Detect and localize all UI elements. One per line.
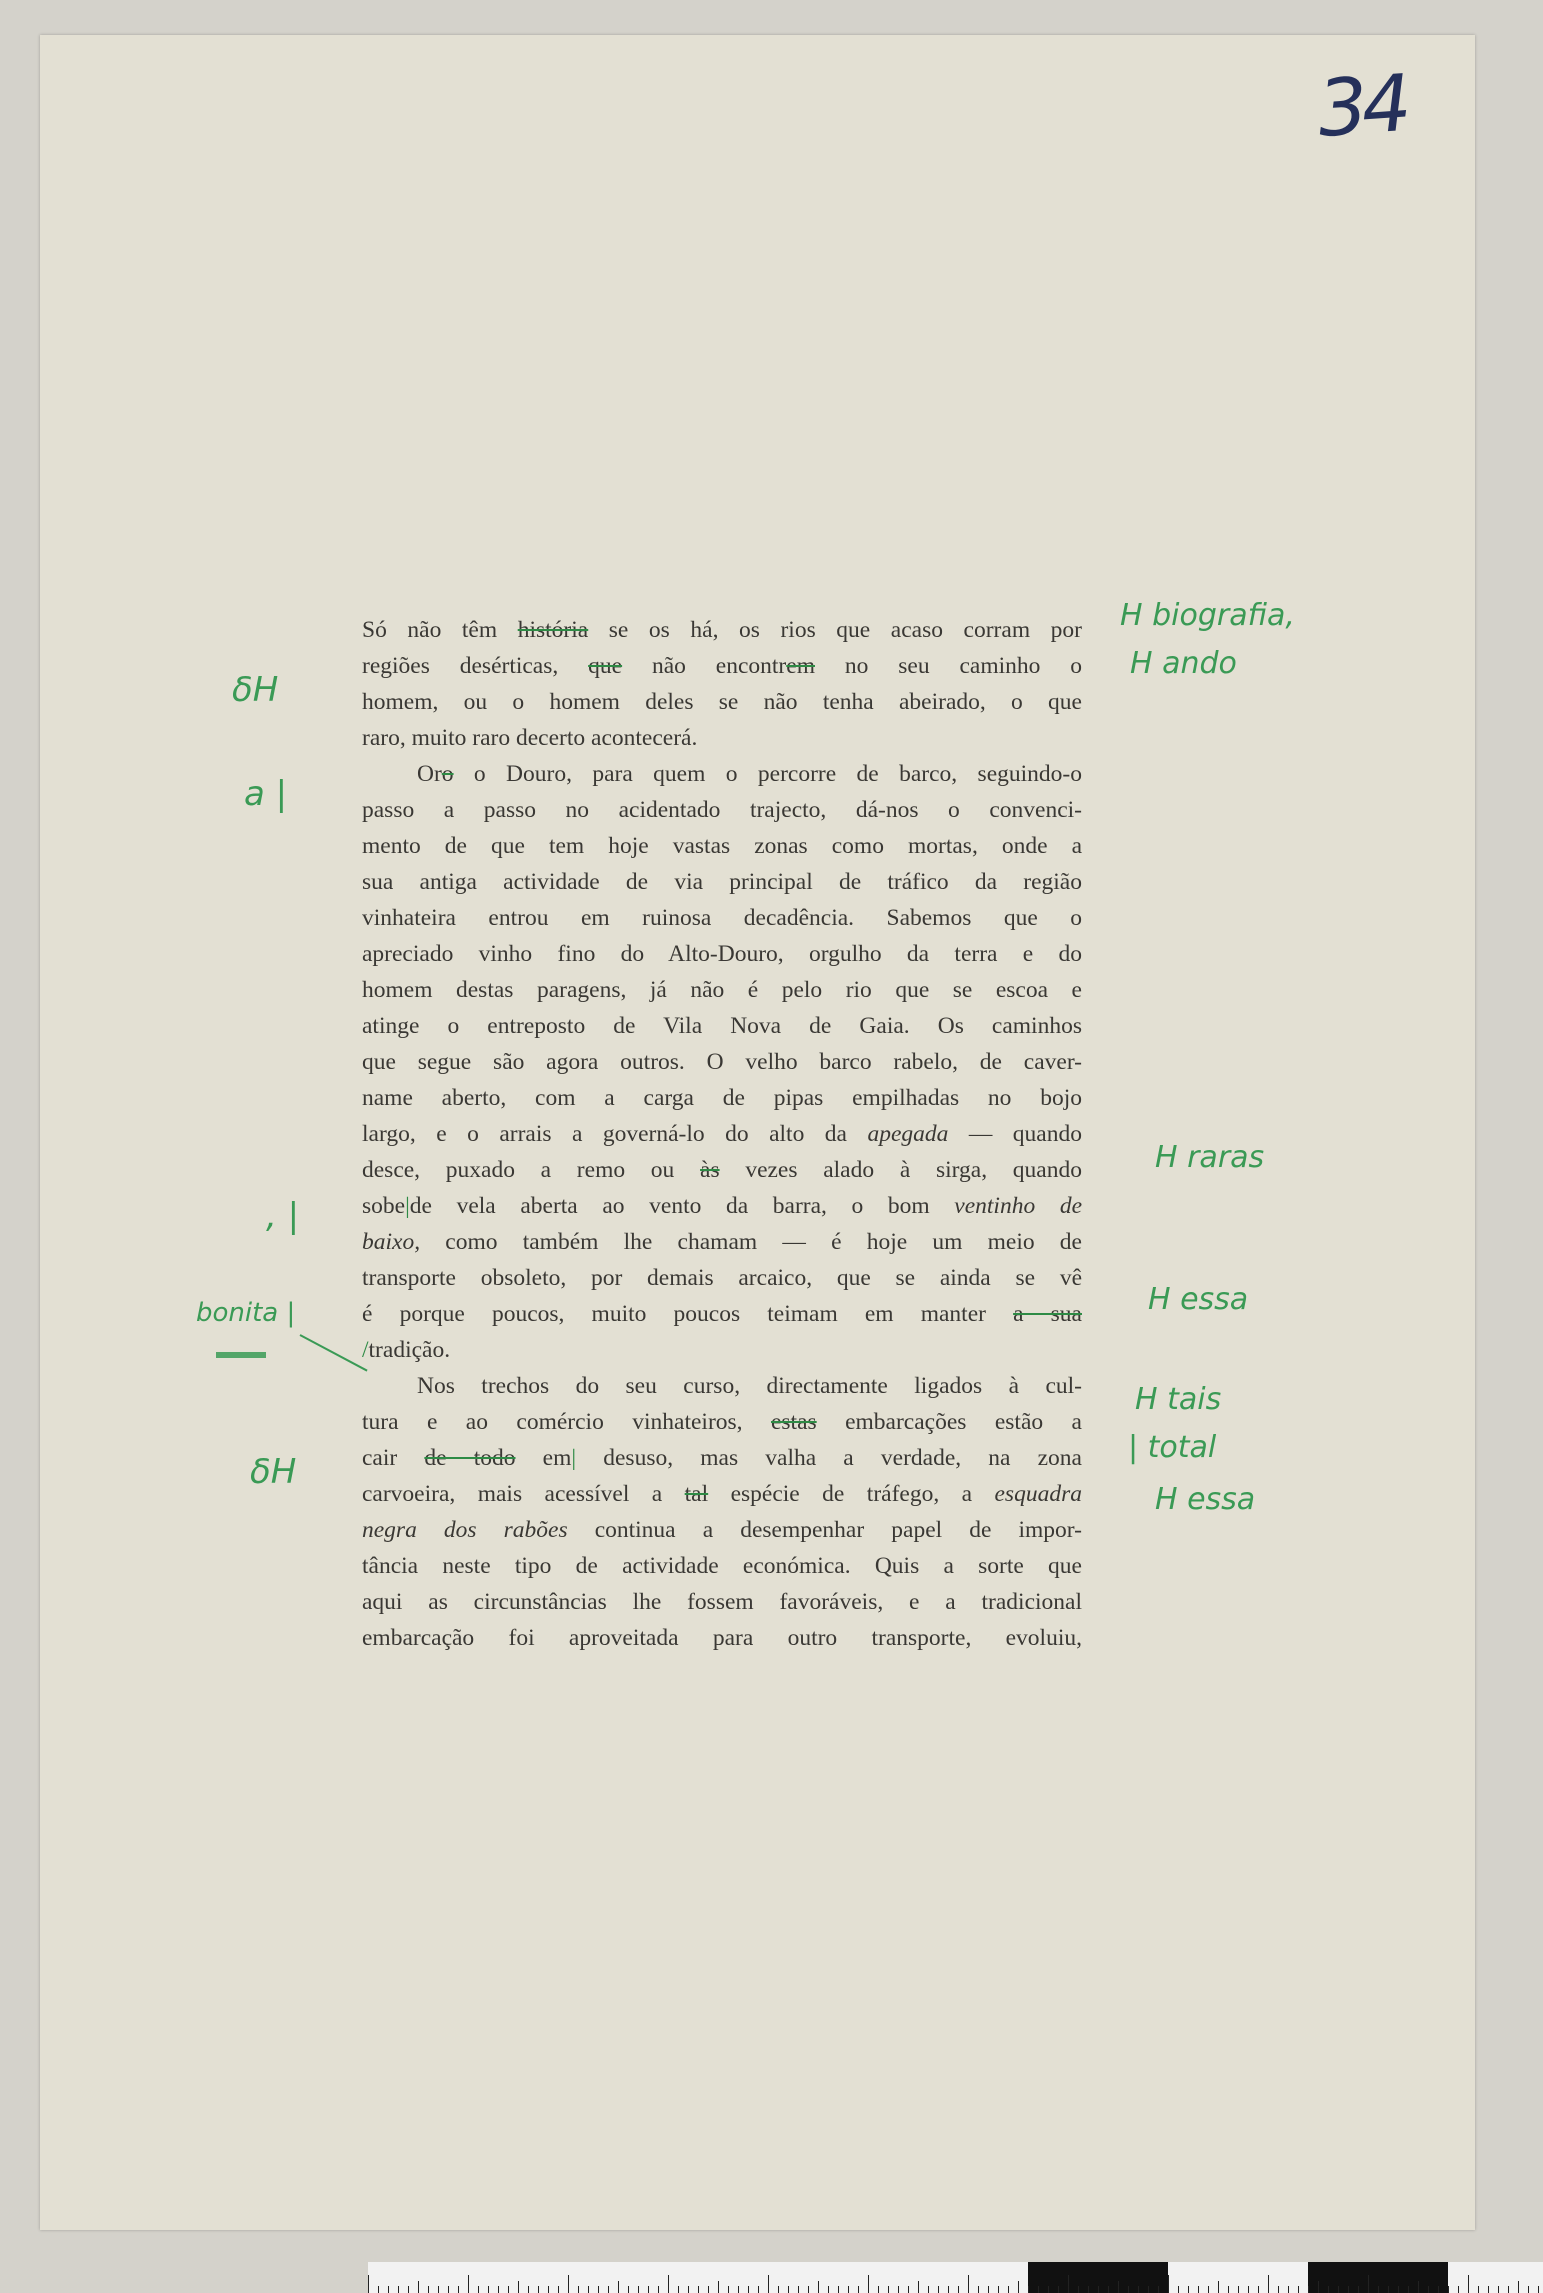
text-line: [362, 1332, 1082, 1368]
ruler-tick: [408, 2286, 409, 2293]
insertion-mark: |: [571, 1445, 577, 1471]
margin-note-essa-2: H essa: [1155, 1482, 1256, 1517]
ruler-tick: [1138, 2286, 1139, 2293]
ruler-tick: [418, 2281, 419, 2293]
ruler-tick: [1358, 2286, 1359, 2293]
ruler-tick: [588, 2286, 589, 2293]
ruler-tick: [1388, 2286, 1389, 2293]
text-line: tância neste tipo de actividade económica. Quis a sorte que: [362, 1553, 1082, 1579]
ruler-tick: [618, 2281, 619, 2293]
ruler-tick: [1018, 2281, 1019, 2293]
ruler-tick: [928, 2286, 929, 2293]
text-line: [362, 1224, 1082, 1260]
ruler-tick: [1368, 2275, 1369, 2293]
ruler-tick: [558, 2286, 559, 2293]
text-line: que segue são agora outros. O velho barco rabelo, de caver-: [362, 1049, 1082, 1075]
ruler-tick: [438, 2286, 439, 2293]
ruler-tick: [628, 2286, 629, 2293]
ruler-tick: [888, 2286, 889, 2293]
ruler-tick: [1178, 2286, 1179, 2293]
text-line: apreciado vinho fino do Alto-Douro, orgulho da terra e do: [362, 941, 1082, 967]
ruler-tick: [1148, 2286, 1149, 2293]
ruler-tick: [528, 2286, 529, 2293]
margin-note-total: | total: [1128, 1430, 1217, 1465]
margin-mark-delete: δH: [232, 670, 279, 710]
margin-note-biografia: H biografia,: [1120, 598, 1295, 633]
ruler-tick: [868, 2275, 869, 2293]
ruler-tick: [1058, 2286, 1059, 2293]
text-line: [362, 756, 1082, 792]
ruler-tick: [368, 2275, 369, 2293]
ruler-tick: [988, 2286, 989, 2293]
text-run: como também lhe chamam — é hoje um meio de: [420, 1229, 1082, 1255]
ruler-tick: [1128, 2286, 1129, 2293]
text-line: homem destas paragens, já não é pelo rio que se escoa e: [362, 977, 1082, 1003]
ruler-tick: [708, 2286, 709, 2293]
ruler-tick: [768, 2275, 769, 2293]
margin-note-bonita: bonita |: [196, 1298, 296, 1328]
text-run: o Douro, para quem o percorre de barco, seguindo-o: [453, 761, 1082, 787]
margin-note-ando: H ando: [1130, 646, 1237, 681]
ruler-tick: [378, 2286, 379, 2293]
text-line: [362, 1404, 1082, 1440]
ruler-tick: [1428, 2286, 1429, 2293]
margin-mark-a: a |: [244, 774, 288, 814]
ruler-tick: [1238, 2286, 1239, 2293]
ruler-tick: [1108, 2286, 1109, 2293]
ruler-tick: [448, 2286, 449, 2293]
text-line: transporte obsoleto, por demais arcaico, que se ainda se vê: [362, 1265, 1082, 1291]
ruler-tick: [578, 2286, 579, 2293]
text-line: [362, 1512, 1082, 1548]
text-line: vinhateira entrou em ruinosa decadência. Sabemos que o: [362, 905, 1082, 931]
ruler-tick: [728, 2286, 729, 2293]
ruler-tick: [788, 2286, 789, 2293]
text-run: embarcações estão a: [816, 1409, 1082, 1435]
text-run: é porque poucos, muito poucos teimam em manter: [362, 1301, 1014, 1327]
ruler-tick: [1038, 2286, 1039, 2293]
text-line: [362, 1116, 1082, 1152]
ruler-tick: [828, 2286, 829, 2293]
struck-word: o: [441, 761, 454, 787]
text-line: passo a passo no acidentado trajecto, dá-nos o convenci-: [362, 797, 1082, 823]
ruler-tick: [1438, 2286, 1439, 2293]
ruler-tick: [598, 2286, 599, 2293]
text-run: no seu caminho o: [814, 653, 1082, 679]
text-line: homem, ou o homem deles se não tenha abeirado, o que: [362, 689, 1082, 715]
text-run: em: [515, 1445, 572, 1471]
ruler-tick: [488, 2286, 489, 2293]
text-line: [362, 648, 1082, 684]
ruler-tick: [818, 2281, 819, 2293]
text-line: [362, 1476, 1082, 1512]
ruler-tick: [1208, 2286, 1209, 2293]
ruler-tick: [1068, 2275, 1069, 2293]
ruler-tick: [758, 2286, 759, 2293]
ruler-tick: [548, 2286, 549, 2293]
insertion-mark: |: [405, 1193, 410, 1219]
ruler-tick: [1338, 2286, 1339, 2293]
ruler-tick: [848, 2286, 849, 2293]
text-run: — quando: [948, 1121, 1082, 1147]
ruler-tick: [968, 2275, 969, 2293]
ruler-tick: [1078, 2286, 1079, 2293]
ruler-tick: [1088, 2286, 1089, 2293]
struck-word: que: [588, 653, 623, 679]
ruler-tick: [1458, 2286, 1459, 2293]
ruler-tick: [1348, 2286, 1349, 2293]
ruler-tick: [998, 2286, 999, 2293]
ruler-tick: [608, 2286, 609, 2293]
ruler-tick: [1198, 2286, 1199, 2293]
ruler-tick: [808, 2286, 809, 2293]
ruler-tick: [978, 2286, 979, 2293]
ruler-tick: [468, 2275, 469, 2293]
ruler-tick: [1258, 2286, 1259, 2293]
text-line: raro, muito raro decerto acontecerá.: [362, 725, 698, 751]
text-run: largo, e o arrais a governá-lo do alto da: [362, 1121, 868, 1147]
margin-note-essa: H essa: [1148, 1282, 1249, 1317]
ruler-tick: [1028, 2286, 1029, 2293]
ruler-tick: [738, 2286, 739, 2293]
struck-word: história: [517, 617, 589, 643]
italic-term: apegada: [867, 1121, 949, 1147]
text-run: desuso, mas valha a verdade, na zona: [576, 1445, 1082, 1471]
text-line: [362, 1188, 1082, 1224]
text-run: cair: [362, 1445, 425, 1471]
ruler-tick: [898, 2286, 899, 2293]
ruler-tick: [878, 2286, 879, 2293]
ruler-tick: [1488, 2286, 1489, 2293]
ruler-tick: [568, 2275, 569, 2293]
ruler-tick: [1528, 2286, 1529, 2293]
ruler-tick: [1188, 2286, 1189, 2293]
text-line: [362, 1296, 1082, 1332]
margin-note-tais: H tais: [1135, 1382, 1222, 1417]
italic-term: esquadra: [994, 1481, 1082, 1507]
ruler-tick: [1278, 2286, 1279, 2293]
margin-note-raras: H raras: [1155, 1140, 1265, 1175]
ruler-tick: [748, 2286, 749, 2293]
ruler-tick: [1468, 2275, 1469, 2293]
ruler-tick: [1448, 2286, 1449, 2293]
text-run: Só não têm: [362, 617, 518, 643]
ruler-tick: [778, 2286, 779, 2293]
text-run: tradição.: [368, 1337, 451, 1363]
ruler-tick: [1298, 2286, 1299, 2293]
text-run: não encontr: [622, 653, 787, 679]
ruler-tick: [1508, 2286, 1509, 2293]
text-run: desce, puxado a remo ou: [362, 1157, 701, 1183]
ruler-tick: [1378, 2286, 1379, 2293]
ruler-tick: [1268, 2275, 1269, 2293]
ruler-tick: [688, 2286, 689, 2293]
ruler-tick: [1228, 2286, 1229, 2293]
ruler-tick: [1318, 2281, 1319, 2293]
ruler-tick: [958, 2286, 959, 2293]
ruler-tick: [1498, 2286, 1499, 2293]
ruler-tick: [398, 2286, 399, 2293]
text-line: aqui as circunstâncias lhe fossem favoráveis, e a tradicional: [362, 1589, 1082, 1615]
ruler-tick: [798, 2286, 799, 2293]
text-run: continua a desempenhar papel de impor-: [567, 1517, 1082, 1543]
text-line: name aberto, com a carga de pipas empilhadas no bojo: [362, 1085, 1082, 1111]
ruler-tick: [1158, 2286, 1159, 2293]
ruler-tick: [658, 2286, 659, 2293]
struck-word: tal: [684, 1481, 709, 1507]
measurement-ruler: [368, 2262, 1543, 2293]
ruler-tick: [1328, 2286, 1329, 2293]
text-line: sua antiga actividade de via principal de tráfico da região: [362, 869, 1082, 895]
text-run: de vela aberta ao vento da barra, o bom: [409, 1193, 955, 1219]
struck-word: de todo: [424, 1445, 516, 1471]
ruler-tick: [908, 2286, 909, 2293]
ruler-tick: [1518, 2281, 1519, 2293]
struck-word: a sua: [1013, 1301, 1082, 1327]
ruler-tick: [1398, 2286, 1399, 2293]
scribbled-out-word: [216, 1352, 266, 1358]
text-line: mento de que tem hoje vastas zonas como mortas, onde a: [362, 833, 1082, 859]
ruler-tick: [1008, 2286, 1009, 2293]
ruler-tick: [508, 2286, 509, 2293]
ruler-tick: [478, 2286, 479, 2293]
text-run: espécie de tráfego, a: [708, 1481, 995, 1507]
struck-word: às: [700, 1157, 720, 1183]
text-line: [362, 1440, 1082, 1476]
ruler-tick: [458, 2286, 459, 2293]
ruler-tick: [948, 2286, 949, 2293]
text-run: carvoeira, mais acessível a: [362, 1481, 685, 1507]
ruler-tick: [648, 2286, 649, 2293]
text-line: [362, 1152, 1082, 1188]
ruler-tick: [388, 2286, 389, 2293]
text-line: embarcação foi aproveitada para outro transporte, evoluiu,: [362, 1625, 1082, 1651]
ruler-tick: [678, 2286, 679, 2293]
text-run: sobe: [362, 1193, 406, 1219]
struck-word: em: [786, 653, 815, 679]
text-run: se os há, os rios que acaso corram por: [588, 617, 1082, 643]
ruler-tick: [428, 2286, 429, 2293]
ruler-tick: [1218, 2281, 1219, 2293]
ruler-tick: [918, 2281, 919, 2293]
margin-mark-delete-2: δH: [250, 1452, 297, 1492]
margin-mark-comma: , |: [266, 1196, 300, 1236]
ruler-tick: [1308, 2286, 1309, 2293]
typed-text-body: [362, 612, 1082, 1656]
text-run: Or: [417, 761, 442, 787]
ruler-tick: [668, 2275, 669, 2293]
text-run: tura e ao comércio vinhateiros,: [362, 1409, 771, 1435]
italic-term: ventinho de: [954, 1193, 1082, 1219]
italic-term: baixo,: [362, 1229, 421, 1255]
ruler-tick: [698, 2286, 699, 2293]
ruler-tick: [1418, 2281, 1419, 2293]
ruler-tick: [518, 2281, 519, 2293]
text-line: [362, 612, 1082, 648]
ruler-tick: [1478, 2286, 1479, 2293]
text-run: regiões desérticas,: [362, 653, 589, 679]
page-number: 34: [1314, 59, 1409, 155]
ruler-tick: [1098, 2286, 1099, 2293]
ruler-tick: [858, 2286, 859, 2293]
text-line: Nos trechos do seu curso, directamente ligados à cul-: [417, 1373, 1082, 1399]
ruler-tick: [638, 2286, 639, 2293]
ruler-tick: [1048, 2286, 1049, 2293]
text-run: vezes alado à sirga, quando: [719, 1157, 1082, 1183]
ruler-tick: [718, 2281, 719, 2293]
ruler-tick: [1408, 2286, 1409, 2293]
ruler-tick: [1168, 2275, 1169, 2293]
ruler-tick: [938, 2286, 939, 2293]
insertion-mark: /: [362, 1337, 369, 1363]
ruler-tick: [538, 2286, 539, 2293]
ruler-tick: [1248, 2286, 1249, 2293]
ruler-tick: [838, 2286, 839, 2293]
ruler-tick: [1288, 2286, 1289, 2293]
struck-word: estas: [770, 1409, 817, 1435]
text-line: atinge o entreposto de Vila Nova de Gaia. Os caminhos: [362, 1013, 1082, 1039]
ruler-tick: [1118, 2281, 1119, 2293]
italic-term: negra dos rabões: [362, 1517, 568, 1543]
ruler-tick: [498, 2286, 499, 2293]
ruler-tick: [1538, 2286, 1539, 2293]
